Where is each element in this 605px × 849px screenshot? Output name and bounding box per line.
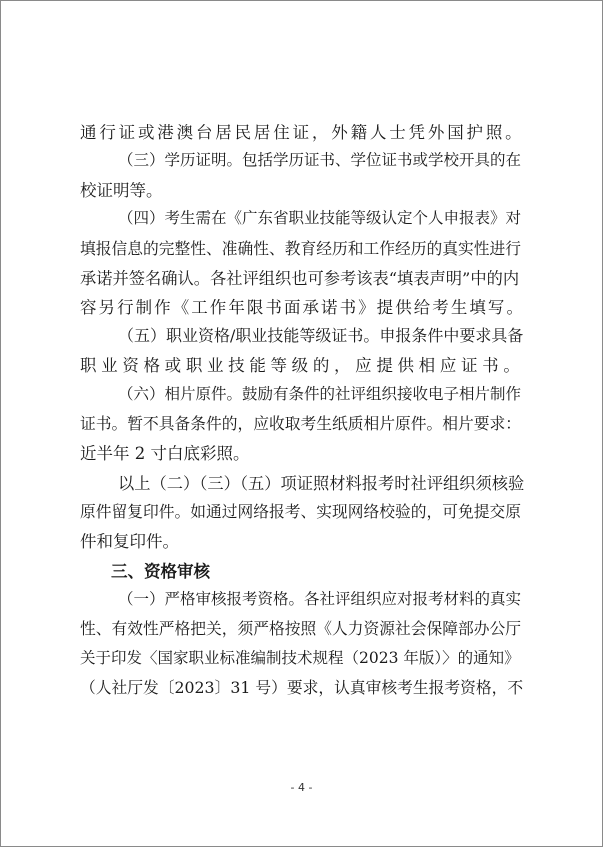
text-line: 职业资格或职业技能等级的，应提供相应证书。 xyxy=(80,356,525,375)
text-line: 原件留复印件。如通过网络报考、实现网络校验的，可免提交原 xyxy=(80,502,521,521)
page-number: - 4 - xyxy=(290,781,313,794)
text-line: 填报信息的完整性、准确性、教育经历和工作经历的真实性进行 xyxy=(80,239,521,258)
text-line: 近半年 2 寸白底彩照。 xyxy=(80,444,250,463)
text-line: （人社厅发〔2023〕31 号）要求，认真审核考生报考资格，不 xyxy=(80,678,524,697)
text-line: 通行证或港澳台居民居住证，外籍人士凭外国护照。 xyxy=(80,123,525,142)
text-line: （四）考生需在《广东省职业技能等级认定个人申报表》对 xyxy=(118,209,522,227)
text-line: 性、有效性严格把关，须严格按照《人力资源社会保障部办公厅 xyxy=(80,619,521,638)
text-line: （三）学历证明。包括学历证书、学位证书或学校开具的在 xyxy=(118,151,522,169)
text-line: （五）职业资格/职业技能等级证书。申报条件中要求具备 xyxy=(118,326,524,345)
text-line: 关于印发〈国家职业标准编制技术规程（2023 年版）〉的通知》 xyxy=(80,649,520,667)
text-line: 承诺并签名确认。各社评组织也可参考该表“填表声明”中的内 xyxy=(80,269,520,288)
text-line: （一）严格审核报考资格。各社评组织应对报考材料的真实 xyxy=(118,590,522,608)
text-line: 证书。暂不具备条件的，应收取考生纸质相片原件。相片要求： xyxy=(80,414,521,433)
text-line: （六）相片原件。鼓励有条件的社评组织接收电子相片制作 xyxy=(118,385,522,403)
text-line: 容另行制作《工作年限书面承诺书》提供给考生填写。 xyxy=(80,298,525,317)
text-line: 校证明等。 xyxy=(80,181,163,200)
section-heading: 三、资格审核 xyxy=(111,562,210,581)
text-line: 以上（二）（三）（五）项证照材料报考时社评组织须核验 xyxy=(118,474,525,493)
text-line: 件和复印件。 xyxy=(80,532,179,551)
